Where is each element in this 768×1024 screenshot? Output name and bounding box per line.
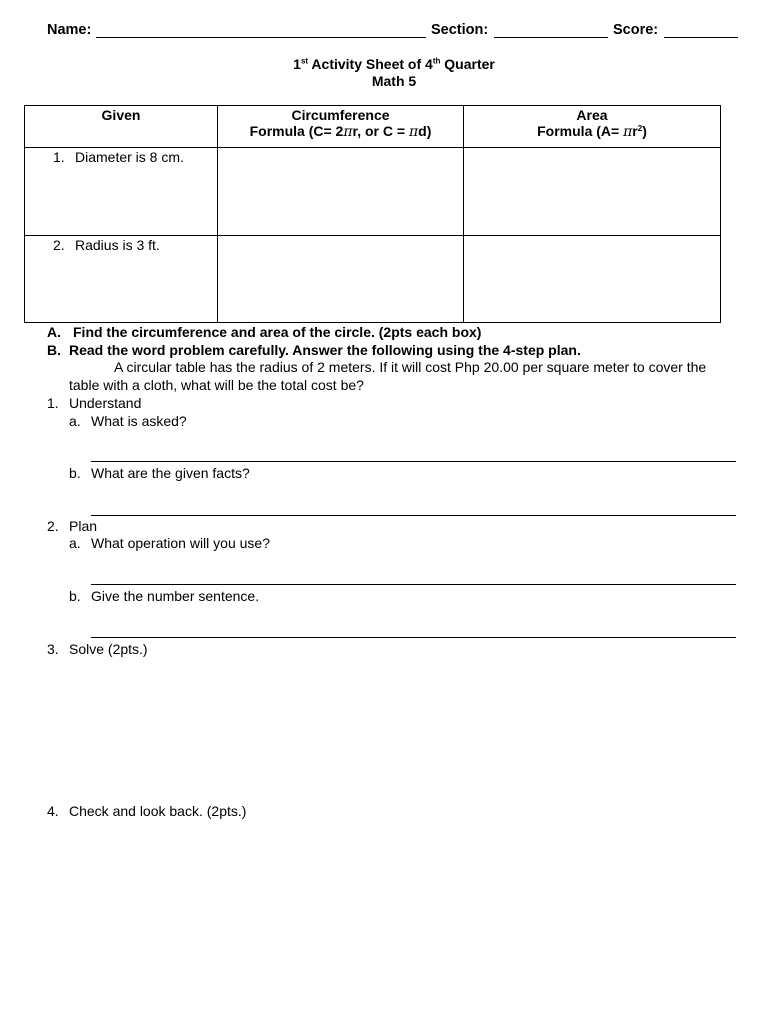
table-row xyxy=(25,236,721,323)
score-label: Score: xyxy=(613,22,659,38)
table-row xyxy=(25,148,721,236)
answer-line-2a[interactable] xyxy=(91,584,736,585)
word-problem-line1: A circular table has the radius of 2 meters. If it will cost Php 20.00 per square meter to cover the xyxy=(114,359,707,375)
score-blank[interactable] xyxy=(664,37,738,38)
name-label: Name: xyxy=(47,22,92,38)
section-label: Section: xyxy=(431,22,489,38)
header-area: Area Formula $(A= \pi r^2)$ xyxy=(464,106,721,148)
circumference-answer-cell[interactable] xyxy=(218,148,464,236)
step1-number: 1. xyxy=(47,395,59,411)
step2-number: 2. xyxy=(47,518,59,534)
circle-table xyxy=(24,105,721,323)
instruction-a-text: Find the circumference and area of the circle. (2pts each box) xyxy=(73,324,482,340)
instruction-b-text: Read the word problem carefully. Answer the following using the 4-step plan. xyxy=(69,342,581,358)
step3-label: Solve (2pts.) xyxy=(69,641,148,657)
step2b-question: Give the number sentence. xyxy=(91,588,260,604)
instruction-b-label: B. xyxy=(47,342,61,358)
step2b-letter: b. xyxy=(69,588,81,604)
answer-line-1b[interactable] xyxy=(91,515,736,516)
instruction-a-label: A. xyxy=(47,324,61,340)
answer-line-1a[interactable] xyxy=(91,461,736,462)
header-circumference: Circumference Formula (C= 2πr, or C = πd) xyxy=(218,106,464,148)
area-answer-cell[interactable] xyxy=(464,236,721,323)
step1b-question: What are the given facts? xyxy=(91,465,250,481)
sheet-title: 1st Activity Sheet of 4th Quarter xyxy=(293,56,495,72)
word-problem-line2: table with a cloth, what will be the total cost be? xyxy=(69,377,364,393)
step4-label: Check and look back. (2pts.) xyxy=(69,803,247,819)
given-cell: 1. Diameter is 8 cm. xyxy=(25,148,218,236)
circumference-answer-cell[interactable] xyxy=(218,236,464,323)
step3-number: 3. xyxy=(47,641,59,657)
step2a-letter: a. xyxy=(69,535,81,551)
name-blank[interactable] xyxy=(96,37,426,38)
step1b-letter: b. xyxy=(69,465,81,481)
sheet-subtitle: Math 5 xyxy=(371,73,417,89)
step1-label: Understand xyxy=(69,395,142,411)
step1a-letter: a. xyxy=(69,413,81,429)
header-given: Given xyxy=(25,106,218,148)
step4-number: 4. xyxy=(47,803,59,819)
given-cell: 2. Radius is 3 ft. xyxy=(25,236,218,323)
step1a-question: What is asked? xyxy=(91,413,187,429)
area-answer-cell[interactable] xyxy=(464,148,721,236)
section-blank[interactable] xyxy=(494,37,608,38)
step2a-question: What operation will you use? xyxy=(91,535,270,551)
answer-line-2b[interactable] xyxy=(91,637,736,638)
step2-label: Plan xyxy=(69,518,98,534)
